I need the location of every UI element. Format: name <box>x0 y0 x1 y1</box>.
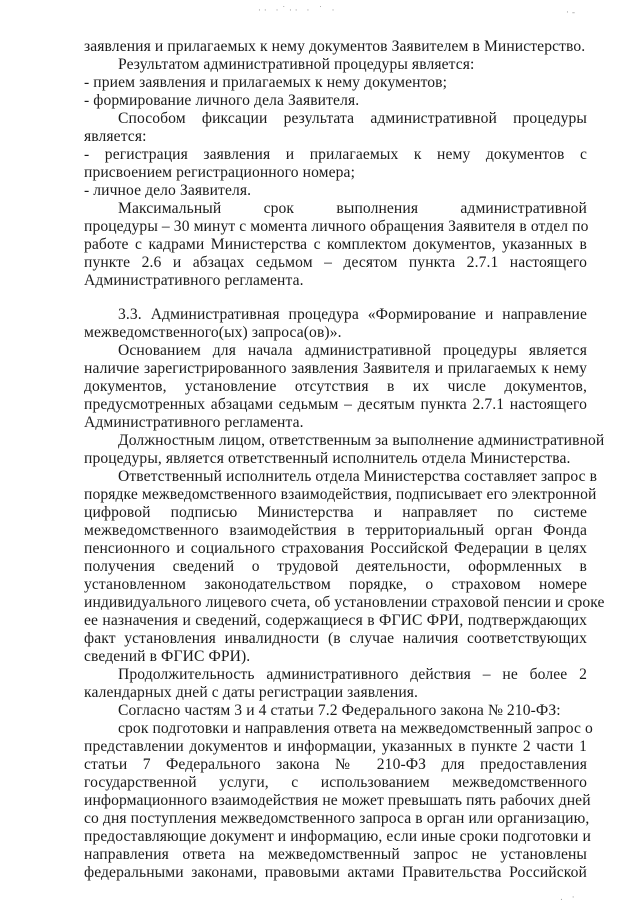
text-line: наличие зарегистрированного заявления Заявителя и прилагаемых к нему <box>84 360 587 377</box>
text-line: получения сведений о трудовой деятельности, оформленных в <box>84 558 587 575</box>
text-line: пенсионного и социального страхования Российской Федерации в целях <box>84 540 587 557</box>
text-line: - формирование личного дела Заявителя. <box>84 92 360 109</box>
text-line: государственной услуги, с использованием межведомственного <box>84 774 587 791</box>
text-line: является: <box>84 128 147 145</box>
text-line: календарных дней с даты регистрации заявления. <box>84 684 419 701</box>
text-line: предоставляющие документ и информацию, если иные сроки подготовки и <box>84 828 591 845</box>
text-line: факт установления инвалидности (в случае наличия соответствующих <box>84 630 587 647</box>
text-line: представлении документов и информации, указанных в пункте 2 части 1 <box>84 738 587 755</box>
text-line: сведений в ФГИС ФРИ). <box>84 648 251 665</box>
text-line: Результатом административной процедуры является: <box>118 56 475 73</box>
text-line: со дня поступления межведомственного запроса в орган или организацию, <box>84 810 590 827</box>
text-line: Максимальный срок выполнения административной <box>118 200 587 217</box>
text-line: Должностным лицом, ответственным за выполнение административной <box>118 432 605 449</box>
text-line: процедуры, является ответственный исполнитель отдела Министерства. <box>84 450 571 467</box>
text-line: федеральными законами, правовыми актами Правительства Российской <box>84 864 587 881</box>
text-line: статьи 7 Федерального закона № 210-ФЗ для предоставления <box>84 756 587 773</box>
text-line: Способом фиксации результата административной процедуры <box>118 110 587 127</box>
text-line: заявления и прилагаемых к нему документов Заявителем в Министерство. <box>84 38 586 55</box>
text-line: Административного регламента. <box>84 414 304 431</box>
text-line: цифровой подписью Министерства и направляет по системе <box>84 504 587 521</box>
scan-artifact: ·· ·˙·· · ˙ · <box>258 6 338 16</box>
text-line: Согласно частям 3 и 4 статьи 7.2 Федерального закона № 210-ФЗ: <box>118 702 561 719</box>
text-line: срок подготовки и направления ответа на межведомственный запрос о <box>118 720 593 737</box>
text-line: документов, установление отсутствия в их числе документов, <box>84 378 587 395</box>
scan-artifact: . · <box>560 893 578 903</box>
text-line: направления ответа на межведомственный запрос не установлены <box>84 846 587 863</box>
text-line: Продолжительность административного действия – не более 2 <box>118 666 587 683</box>
section-heading: 3.3. Административная процедура «Формирование и направление <box>118 306 587 323</box>
section-heading: межведомственного(ых) запроса(ов)». <box>84 324 342 341</box>
text-line: Административного регламента. <box>84 272 304 289</box>
text-line: - регистрация заявления и прилагаемых к нему документов с <box>84 146 587 163</box>
text-line: - личное дело Заявителя. <box>84 182 252 199</box>
text-line: предусмотренных абзацами седьмым – десятым пункта 2.7.1 настоящего <box>84 396 587 413</box>
scan-artifact: ·- <box>566 8 579 18</box>
text-line: Основанием для начала административной процедуры является <box>118 342 587 359</box>
text-line: порядке межведомственного взаимодействия, подписывает его электронной <box>84 486 597 503</box>
text-line: процедуры – 30 минут с момента личного обращения Заявителя в отдел по <box>84 218 589 235</box>
text-line: работе с кадрами Министерства с комплектом документов, указанных в <box>84 236 587 253</box>
text-line: установленном законодательством порядке, о страховом номере <box>84 576 587 593</box>
text-line: - прием заявления и прилагаемых к нему документов; <box>84 74 448 91</box>
text-line: пункте 2.6 и абзацах седьмом – десятом пункта 2.7.1 настоящего <box>84 254 587 271</box>
text-line: присвоением регистрационного номера; <box>84 164 356 181</box>
text-line: информационного взаимодействия не может превышать пять рабочих дней <box>84 792 591 809</box>
text-line: межведомственного взаимодействия в территориальный орган Фонда <box>84 522 587 539</box>
text-line: ее назначения и сведений, содержащиеся в ФГИС ФРИ, подтверждающих <box>84 612 587 629</box>
text-line: Ответственный исполнитель отдела Министерства составляет запрос в <box>118 468 598 485</box>
text-line: индивидуального лицевого счета, об установлении страховой пенсии и сроке <box>84 594 605 611</box>
